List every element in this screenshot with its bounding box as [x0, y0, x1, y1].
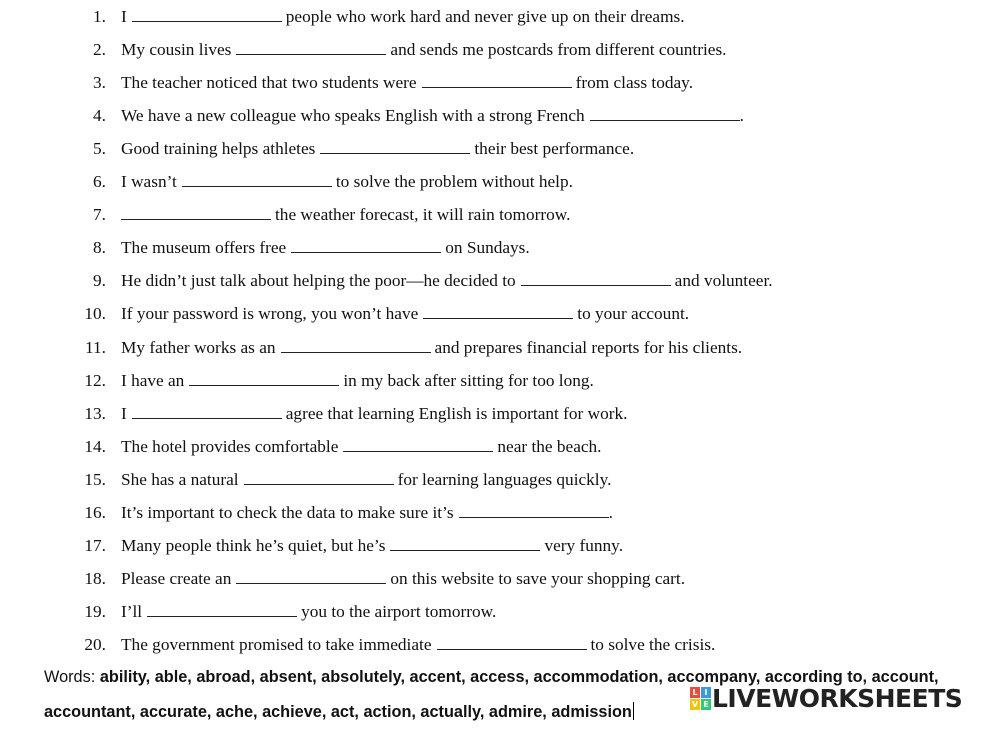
exercise-number: 17.: [84, 535, 106, 555]
sentence-before-blank: My father works as an: [121, 337, 276, 357]
sentence-before-blank: He didn’t just talk about helping the poor—he decided to: [121, 271, 516, 291]
exercise-number-wrap: [66, 231, 106, 264]
answer-blank[interactable]: [182, 170, 332, 187]
exercise-number-wrap: [66, 99, 106, 132]
exercise-sentence: [121, 628, 715, 661]
exercise-number-wrap: [66, 364, 106, 397]
answer-blank[interactable]: [236, 38, 386, 55]
sentence-after-blank: people who work hard and never give up on their dreams.: [285, 7, 685, 26]
exercise-number: 12.: [84, 370, 106, 390]
exercise-number: 9.: [93, 271, 106, 291]
exercise-number-wrap: [66, 264, 106, 297]
sentence-after-blank: and volunteer.: [674, 271, 773, 291]
answer-blank[interactable]: [422, 71, 572, 88]
answer-blank[interactable]: [189, 369, 339, 386]
answer-blank[interactable]: [423, 302, 573, 319]
sentence-after-blank: on this website to save your shopping cart.: [390, 568, 686, 588]
sentence-after-blank: and sends me postcards from different countries.: [390, 40, 727, 60]
answer-blank[interactable]: [320, 137, 470, 154]
sentence-after-blank: .: [608, 502, 613, 522]
exercise-number: 16.: [84, 502, 106, 522]
liveworksheets-logo-icon: [690, 687, 710, 709]
exercise-number: 10.: [84, 304, 106, 324]
exercise-number-wrap: [66, 529, 106, 562]
exercise-number: 3.: [93, 73, 106, 93]
exercise-number: 19.: [84, 601, 106, 621]
sentence-before-blank: We have a new colleague who speaks English with a strong French: [121, 106, 585, 126]
exercise-number: 4.: [93, 106, 106, 126]
exercise-number-wrap: [66, 397, 106, 430]
exercise-sentence: [121, 496, 613, 529]
answer-blank[interactable]: [343, 435, 493, 452]
sentence-after-blank: you to the airport tomorrow.: [301, 601, 497, 621]
answer-blank[interactable]: [244, 468, 394, 485]
sentence-before-blank: The hotel provides comfortable: [121, 436, 339, 456]
sentence-before-blank: I’ll: [121, 601, 143, 621]
exercise-sentence: [121, 132, 634, 165]
answer-blank[interactable]: [390, 534, 540, 551]
sentence-before-blank: The museum offers free: [121, 238, 287, 258]
word-bank-label: Words:: [44, 668, 96, 686]
answer-blank[interactable]: [590, 104, 740, 121]
exercise-sentence: [121, 264, 773, 297]
exercise-number-wrap: [66, 595, 106, 628]
answer-blank[interactable]: [132, 5, 282, 22]
sentence-before-blank: It’s important to check the data to make sure it’s: [121, 502, 454, 522]
sentence-before-blank: She has a natural: [121, 469, 239, 489]
exercise-sentence: [121, 331, 742, 364]
sentence-before-blank: The government promised to take immediate: [121, 634, 432, 654]
answer-blank[interactable]: [236, 567, 386, 584]
sentence-after-blank: to your account.: [577, 304, 690, 324]
exercise-number-wrap: [66, 430, 106, 463]
exercise-number-wrap: [66, 331, 106, 364]
exercise-number-wrap: [66, 165, 106, 198]
exercise-sentence: [121, 33, 727, 66]
exercise-sentence: [121, 99, 744, 132]
logo-tile: V: [691, 700, 699, 709]
exercise-number-wrap: [66, 297, 106, 330]
exercise-sentence: [121, 0, 685, 33]
exercise-number: 1.: [93, 7, 106, 26]
sentence-before-blank: Please create an: [121, 568, 232, 588]
sentence-after-blank: and prepares financial reports for his clients.: [434, 337, 743, 357]
sentence-after-blank: on Sundays.: [445, 238, 530, 258]
text-caret: [633, 702, 634, 720]
logo-tile: I: [701, 687, 711, 698]
answer-blank[interactable]: [521, 269, 671, 286]
sentence-after-blank: for learning languages quickly.: [397, 469, 612, 489]
exercise-number: 15.: [84, 469, 106, 489]
exercise-sentence: [121, 198, 570, 231]
exercise-number: 6.: [93, 172, 106, 192]
word-bank-list: ability, able, abroad, absent, absolutely, accent, access, accommodation, accompany, according to, account, accountant, accurate, ache, achieve, act, action, actually, admire, admission: [44, 668, 939, 721]
exercise-sentence: [121, 529, 623, 562]
sentence-before-blank: If your password is wrong, you won’t have: [121, 304, 419, 324]
answer-blank[interactable]: [459, 501, 609, 518]
answer-blank[interactable]: [121, 203, 271, 220]
exercise-number: 13.: [84, 403, 106, 423]
exercise-number-wrap: [66, 496, 106, 529]
exercise-number: 7.: [93, 205, 106, 225]
sentence-after-blank: the weather forecast, it will rain tomorrow.: [275, 205, 571, 225]
logo-tile: L: [690, 687, 700, 698]
answer-blank[interactable]: [281, 336, 431, 353]
sentence-after-blank: in my back after sitting for too long.: [343, 370, 594, 390]
answer-blank[interactable]: [132, 402, 282, 419]
exercise-number-wrap: [66, 33, 106, 66]
sentence-after-blank: to solve the crisis.: [590, 634, 716, 654]
sentence-before-blank: I: [121, 403, 127, 423]
sentence-before-blank: The teacher noticed that two students were: [121, 73, 417, 93]
exercise-sentence: [121, 463, 611, 496]
answer-blank[interactable]: [291, 236, 441, 253]
exercise-number: 8.: [93, 238, 106, 258]
exercise-number: 20.: [84, 634, 106, 654]
sentence-after-blank: very funny.: [544, 535, 624, 555]
exercise-sentence: [121, 595, 496, 628]
sentence-before-blank: Good training helps athletes: [121, 139, 316, 159]
exercise-sentence: [121, 165, 573, 198]
exercise-sentence: [121, 66, 693, 99]
sentence-after-blank: their best performance.: [474, 139, 635, 159]
exercise-number-wrap: [66, 0, 106, 33]
exercise-sentence: [121, 430, 602, 463]
exercise-number-wrap: [66, 198, 106, 231]
sentence-after-blank: agree that learning English is important for work.: [285, 403, 628, 423]
liveworksheets-logo-text: LIVEWORKSHEETS: [712, 683, 963, 713]
exercise-number-wrap: [66, 132, 106, 165]
exercise-number: 11.: [85, 337, 106, 357]
exercise-sentence: [121, 231, 530, 264]
sentence-before-blank: I have an: [121, 370, 185, 390]
exercise-number: 5.: [93, 139, 106, 159]
sentence-before-blank: Many people think he’s quiet, but he’s: [121, 535, 386, 555]
sentence-after-blank: near the beach.: [497, 436, 602, 456]
logo-tile: E: [701, 699, 711, 710]
answer-blank[interactable]: [437, 633, 587, 650]
sentence-after-blank: to solve the problem without help.: [335, 172, 573, 192]
exercise-number-wrap: [66, 463, 106, 496]
exercise-sentence: [121, 297, 689, 330]
sentence-after-blank: .: [739, 106, 744, 126]
sentence-before-blank: I: [121, 7, 127, 26]
exercise-sentence: [121, 364, 594, 397]
exercise-sentence: [121, 562, 685, 595]
exercise-sentence: [121, 397, 627, 430]
exercise-number-wrap: [66, 562, 106, 595]
exercise-number: 18.: [84, 568, 106, 588]
exercise-number: 14.: [84, 436, 106, 456]
sentence-after-blank: from class today.: [575, 73, 694, 93]
sentence-before-blank: My cousin lives: [121, 40, 232, 60]
exercise-number-wrap: [66, 66, 106, 99]
exercise-number-wrap: [66, 628, 106, 661]
liveworksheets-logo: [690, 684, 962, 712]
answer-blank[interactable]: [147, 600, 297, 617]
sentence-before-blank: I wasn’t: [121, 172, 177, 192]
exercise-number: 2.: [93, 40, 106, 60]
